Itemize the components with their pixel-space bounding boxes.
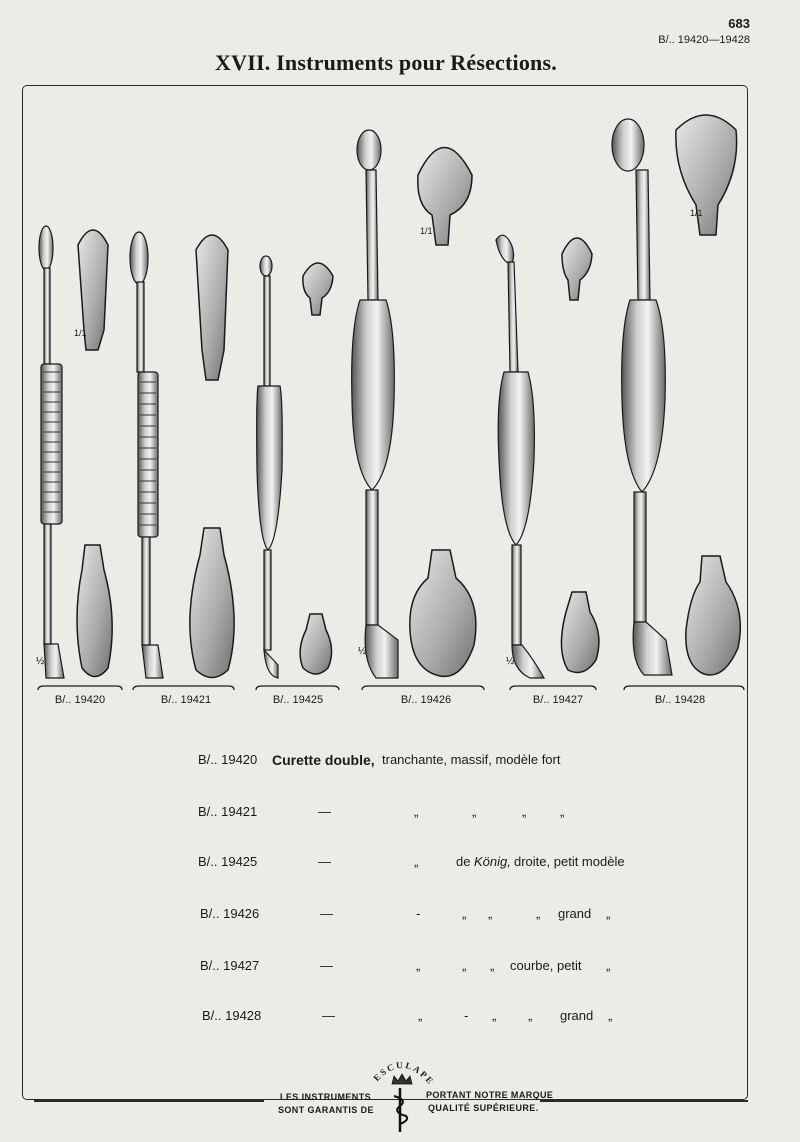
footer-right-line2: QUALITÉ SUPÉRIEURE.: [428, 1103, 539, 1113]
detail-19425-bottom: [300, 614, 331, 674]
ditto-mark: „: [492, 1008, 497, 1023]
page-title: XVII. Instruments pour Résections.: [215, 50, 557, 75]
ditto-mark: „: [488, 906, 493, 921]
item-code: B/.. 19425: [198, 854, 258, 869]
footer-rule-left: [34, 1100, 264, 1102]
detail-19427-top: [562, 238, 592, 300]
detail-19428-top: [676, 115, 737, 235]
figure-ref-19427: B/.. 19427: [532, 694, 584, 706]
ditto-mark: „: [490, 958, 495, 973]
detail-19428-bottom: [686, 556, 740, 675]
detail-19425-top: [303, 263, 333, 315]
figure-brackets: [38, 686, 744, 690]
figure-ref-19426: B/.. 19426: [400, 694, 452, 706]
item-code: B/.. 19420: [198, 752, 258, 767]
footer-rule-right: [540, 1100, 748, 1102]
item-author: König,: [474, 854, 511, 869]
figure-ref-19428: B/.. 19428: [654, 694, 706, 706]
item-name: Curette double,: [272, 752, 375, 768]
item-code: B/.. 19426: [200, 906, 260, 921]
scale-mark: 1/1: [420, 226, 433, 236]
detail-19426-bottom: [410, 550, 476, 676]
item-text: courbe, petit: [510, 958, 582, 973]
instrument-19426: [352, 130, 398, 678]
figure-ref-19421: B/.. 19421: [160, 694, 212, 706]
item-text: tranchante, massif, modèle fort: [382, 752, 561, 767]
ditto-mark: „: [608, 1008, 613, 1023]
scale-mark: ½: [506, 656, 515, 667]
page-number: 683: [728, 16, 750, 31]
detail-19421-top: [196, 235, 228, 380]
ditto-mark: „: [418, 1008, 423, 1023]
instrument-19427: [496, 235, 544, 678]
instrument-19428: [612, 119, 672, 675]
scale-mark: ½: [358, 646, 367, 657]
instrument-19425: [257, 256, 283, 678]
ditto-mark: „: [462, 958, 467, 973]
scale-mark: ½: [36, 656, 45, 667]
ditto-mark: -: [416, 906, 421, 921]
footer-left-line2: SONT GARANTIS DE: [278, 1105, 374, 1115]
ditto-mark: -: [464, 1008, 469, 1023]
item-code: B/.. 19421: [198, 804, 258, 819]
brand-arc-text: ESCULAPE: [371, 1059, 437, 1088]
ditto-mark: „: [528, 1008, 533, 1023]
item-code: B/.. 19427: [200, 958, 260, 973]
ditto-mark: „: [462, 906, 467, 921]
page-range: B/.. 19420—19428: [658, 34, 750, 46]
ditto-mark: „: [522, 804, 527, 819]
item-text: grand: [560, 1008, 594, 1023]
ditto-dash: —: [318, 804, 331, 819]
item-text: droite, petit modèle: [514, 854, 625, 869]
scale-mark: 1/1: [690, 208, 703, 218]
ditto-mark: „: [606, 958, 611, 973]
figure-ref-19420: B/.. 19420: [54, 694, 106, 706]
footer-right-line1: PORTANT NOTRE MARQUE: [426, 1090, 554, 1100]
ditto-mark: „: [560, 804, 565, 819]
detail-19420-bottom: [77, 545, 112, 677]
detail-19427-bottom: [561, 592, 598, 672]
ditto-dash: —: [322, 1008, 335, 1023]
ditto-mark: „: [472, 804, 477, 819]
ditto-mark: „: [416, 958, 421, 973]
ditto-mark: „: [606, 906, 611, 921]
footer-left-line1: LES INSTRUMENTS: [280, 1092, 372, 1102]
item-code: B/.. 19428: [202, 1008, 262, 1023]
ditto-mark: „: [414, 854, 419, 869]
item-text: grand: [558, 906, 592, 921]
detail-19421-bottom: [190, 528, 234, 678]
caduceus-icon: [386, 1086, 414, 1134]
instrument-19421: [130, 232, 163, 678]
figure-ref-19425: B/.. 19425: [272, 694, 324, 706]
scale-mark: 1/1: [74, 328, 87, 338]
ditto-mark: „: [414, 804, 419, 819]
item-text-prefix: de: [456, 854, 471, 869]
ditto-dash: —: [318, 854, 331, 869]
ditto-mark: „: [536, 906, 541, 921]
ditto-dash: —: [320, 958, 333, 973]
ditto-dash: —: [320, 906, 333, 921]
